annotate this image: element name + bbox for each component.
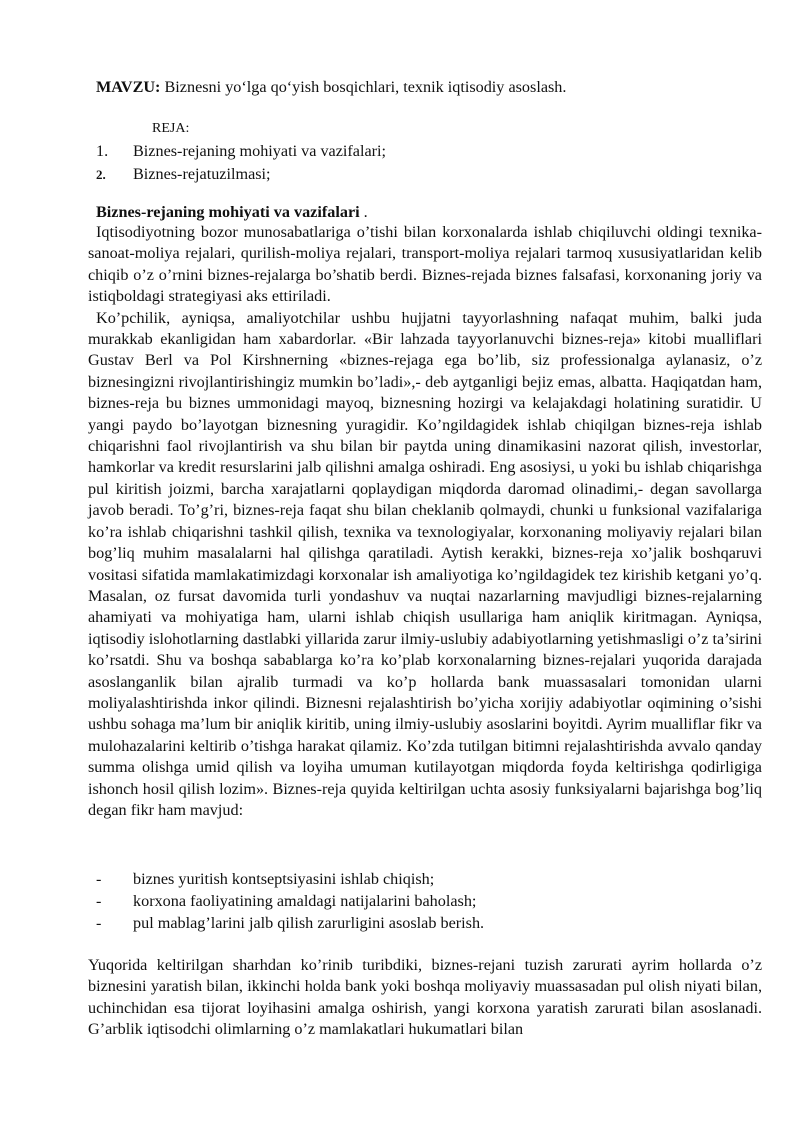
paragraph: Ko’pchilik, ayniqsa, amaliyotchilar ushbu hujjatni tayyorlashning nafaqat muhim, balki juda murakkab ekanligidan ham xabardorlar. «Bir lahzada tayyorlanuvchi biznes-reja» kitobi mualliflari Gustav Berl va Pol Kirshnerning «biznes-rejaga ega bo’lib, siz professionalga aylanasiz, o’z biznesingizni rivojlantirishingiz mumkin bo’ladi»,- deb aytganligi bejiz emas, albatta. Haqiqatdan ham, biznes-reja bu biznes ummonidagi mayoq, biznesning hozirgi va kelajakdagi holatining suratidir. U yangi paydo bo’layotgan biznesning yuragidir. Ko’ngildagidek ishlab chiqilgan biznes-reja ishlab chiqarishni faol rivojlantirish va shu bilan bir paytda uning dinamikasini nazorat qilish, investorlar, hamkorlar va kredit resurslarini jalb qilishni amalga oshiradi. Eng asosiysi, u yoki bu ishlab chiqarishga pul kiritish joizmi, barcha xarajatlarni qoplaydigan miqdorda daromad olinadimi,- degan savollarga javob beradi. To’g’ri, biznes-reja faqat shu bilan cheklanib qolmaydi, chunki u funksional vazifalariga ko’ra ishlab chiqarishni tashkil qilish, texnika va texnologiyalar, korxonaning moliyaviy rejalari bilan bog’liq muhim masalalarni hal qilishga qaratiladi. Aytish kerakki, biznes-reja xo’jalik boshqaruvi vositasi sifatida mamlakatimizdagi korxonalar ish amaliyotiga ko’ngildagidek tez kirishib ketgani yo’q. Masalan, oz fursat davomida turli yondashuv va nuqtai nazarlarning mavjudligi biznes-rejalarning ahamiyati va mohiyatiga ham, ularni ishlab chiqish usullariga ham aniqlik kiritmagan. Ayniqsa, iqtisodiy islohotlarning dastlabki yillarida zarur ilmiy-uslubiy adabiyotlarning yetishmasligi o’z ta’sirini ko’rsatdi. Shu va boshqa sabablarga ko’ra ko’plab korxonalarning biznes-rejalari yuqorida darajada asoslanganlik bilan ajralib turmadi va ko’p hollarda bank muassasalari tomonidan ularni moliyalashtirishda inkor qilindi. Biznesni rejalashtirish bo’yicha xorijiy adabiyotlar oqimining o’sishi ushbu sohaga ma’lum bir aniqlik kiritib, uning ilmiy-uslubiy asoslarini boyitdi. Ayrim mualliflar fikr va mulohazalarini keltirib o’tishga harakat qilamiz. Ko’zda tutilgan bitimni rejalashtirishda avvalo qanday summa olishga umid qilish va loyiha umuman kutilayotgan miqdorda foyda keltirishga qodirligiga ishonch hosil qilish lozim». Biznes-reja quyida keltirilgan uchta asosiy funksiyalarni bajarishga bog’liq degan fikr ham mavjud: bbox=[88, 308, 762, 819]
bullet-text: korxona faoliyatining amaldagi natijalarini baholash; bbox=[133, 892, 477, 910]
plan-item-number: 1. bbox=[96, 142, 109, 160]
bullet-dash: - bbox=[96, 914, 102, 932]
plan-item bbox=[96, 163, 386, 186]
section-heading-suffix: . bbox=[359, 203, 368, 221]
bullet-dash: - bbox=[96, 892, 102, 910]
plan-list bbox=[96, 140, 386, 186]
bullet-item bbox=[96, 912, 484, 934]
plan-item-text: Biznes-rejatuzilmasi; bbox=[133, 165, 271, 183]
bullet-dash: - bbox=[96, 870, 102, 888]
plan-title: REJA: bbox=[152, 121, 190, 136]
body-text bbox=[88, 222, 762, 821]
topic-label: MAVZU: bbox=[96, 78, 161, 96]
bullet-text: pul mablag’larini jalb qilish zarurligini asoslab berish. bbox=[133, 914, 485, 932]
final-paragraph: Yuqorida keltirilgan sharhdan ko’rinib turibdiki, biznes-rejani tuzish zarurati ayrim hollarda o’z biznesini yaratish bilan, ikkinchi holda bank yoki boshqa moliyaviy muassasadan pul olish niyati bilan, uchinchidan esa tijorat loyihasini amalga oshirish, yangi korxona yaratish zarurati bilan asoslanadi. G’arblik iqtisodchi olimlarning o’z mamlakatlari hukumatlari bilan bbox=[88, 956, 762, 1039]
section-heading-text: Biznes-rejaning mohiyati va vazifalari bbox=[96, 203, 360, 221]
topic-line bbox=[96, 76, 566, 98]
bullet-item bbox=[96, 890, 484, 912]
bullet-text: biznes yuritish kontseptsiyasini ishlab chiqish; bbox=[133, 870, 435, 888]
plan-item-number: 2. bbox=[96, 167, 106, 182]
plan-item bbox=[96, 140, 386, 163]
topic-text: Biznesni yo‘lga qo‘yish bosqichlari, texnik iqtisodiy asoslash. bbox=[160, 78, 567, 96]
paragraph: Iqtisodiyotning bozor munosabatlariga o’tishi bilan korxonalarda ishlab chiqiluvchi oldingi texnika-sanoat-moliya rejalari, qurilish-moliya rejalari, transport-moliya rejalari tarmoq xususiyatlaridan kelib chiqib o’z o’rnini biznes-rejalarga bo’shatib berdi. Biznes-rejada biznes falsafasi, korxonaning joriy va istiqboldagi strategiyasi aks ettiriladi. bbox=[88, 223, 762, 306]
plan-item-text: Biznes-rejaning mohiyati va vazifalari; bbox=[133, 142, 387, 160]
bullet-item bbox=[96, 868, 484, 890]
bullet-list bbox=[96, 868, 484, 934]
section-heading bbox=[96, 201, 368, 223]
